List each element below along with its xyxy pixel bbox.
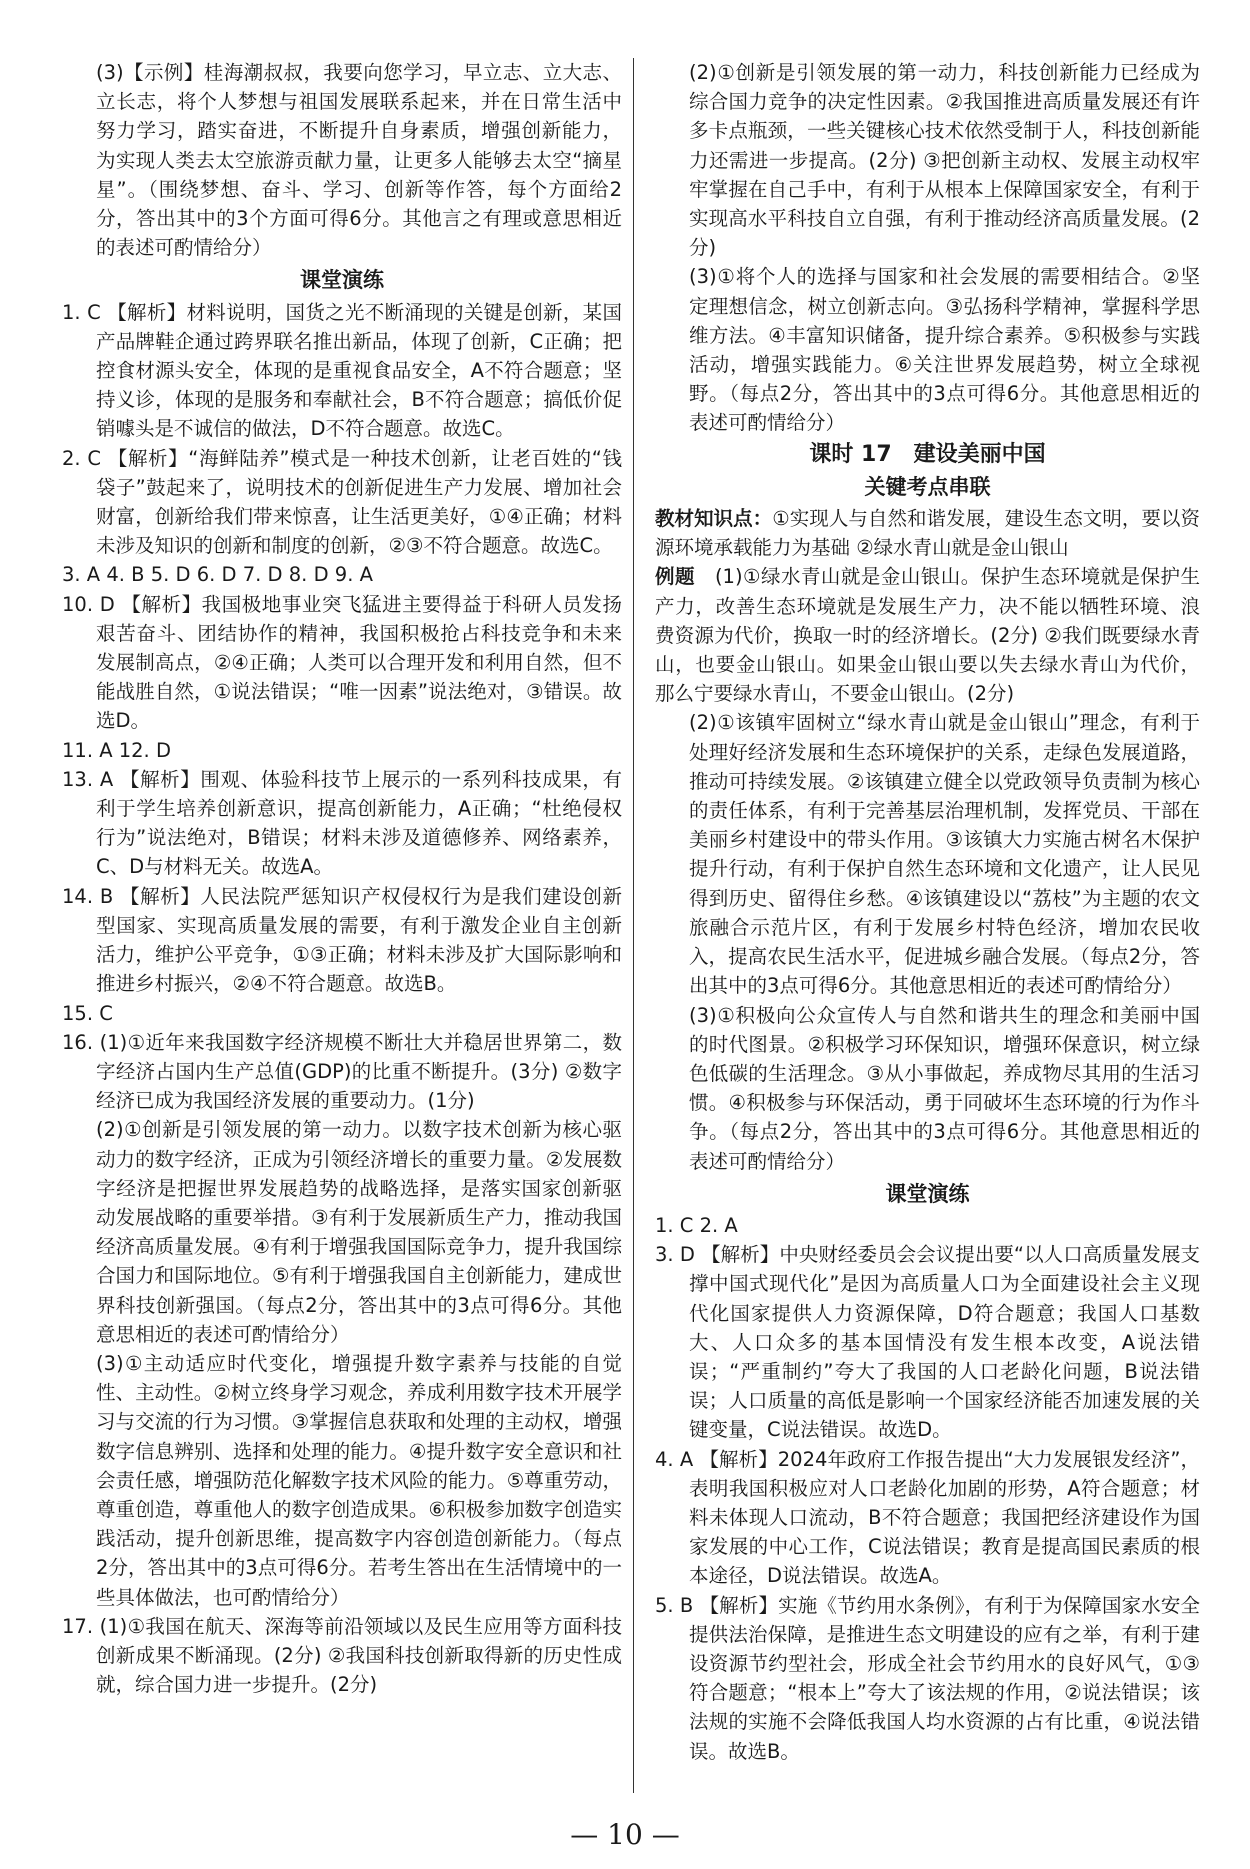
answer-item: 3. D 【解析】中央财经委员会会议提出要“以人口高质量发展支撑中国式现代化”是因为高质量人口为全面建设社会主义现代化国家提供人力资源保障，D符合题意；我国人口基数大、人口众多的基本国情没有发生根本改变，A说法错误；“严重制约”夸大了我国的人口老龄化问题，B说法错误；人口质量的高低是影响一个国家经济能否加速发展的关键变量，C说法错误。故选D。 [655, 1243, 1200, 1442]
section-heading: 课堂演练 [885, 1181, 970, 1206]
answer-item: 17. (1)①我国在航天、深海等前沿领域以及民生应用等方面科技创新成果不断涌现。(2分) ②我国科技创新取得新的历史性成就，综合国力进一步提升。(2分) [62, 1614, 622, 1697]
answer-paragraph: (2)①创新是引领发展的第一动力。以数字技术创新为核心驱动力的数字经济，正成为引领经济增长的重要力量。②发展数字经济是把握世界发展趋势的战略选择，是落实国家创新驱动发展战略的重要举措。③有利于发展新质生产力，推动我国经济高质量发展。④有利于增强我国国际竞争力，提升我国综合国力和国际地位。⑤有利于增强我国自主创新能力，建成世界科技创新强国。（每点2分，答出其中的3点可得6分。其他意思相近的表述可酌情给分） [96, 1118, 622, 1346]
answer-item: 5. B 【解析】实施《节约用水条例》，有利于为保障国家水安全提供法治保障，是推进生态文明建设的应有之举，有利于建设资源节约型社会，形成全社会节约用水的良好风气，①③符合题意；“根本上”夸大了该法规的作用，②说法错误；该法规的实施不会降低我国人均水资源的占有比重，④说法错误。故选B。 [655, 1593, 1200, 1763]
column-divider [633, 58, 634, 1793]
section-heading: 课堂演练 [300, 268, 384, 293]
answer-item: 14. B 【解析】人民法院严惩知识产权侵权行为是我们建设创新型国家、实现高质量发展的需要，有利于激发企业自主创新活力，维护公平竞争，①③正确；材料未涉及扩大国际影响和推进乡村振兴，②④不符合题意。故选B。 [62, 884, 622, 996]
answer-item: 16. (1)①近年来我国数字经济规模不断壮大并稳居世界第二，数字经济占国内生产总值(GDP)的比重不断提升。(3分) ②数字经济已成为我国经济发展的重要动力。(1分) [62, 1030, 622, 1113]
knowledge-points [655, 504, 1200, 562]
left-column [62, 58, 622, 1699]
answer-paragraph: (3)①主动适应时代变化，增强提升数字素养与技能的自觉性、主动性。②树立终身学习观念，养成利用数字技术开展学习与交流的行为习惯。③掌握信息获取和处理的主动权，增强数字信息辨别、选择和处理的能力。④提升数字安全意识和社会责任感，增强防范化解数字技术风险的能力。⑤尊重劳动，尊重创造，尊重他人的数字创造成果。⑥积极参加数字创造实践活动，提升创新思维，提高数字内容创造创新能力。（每点2分，答出其中的3点可得6分。若考生答出在生活情境中的一些具体做法，也可酌情给分） [96, 1351, 622, 1609]
answer-item: 4. A 【解析】2024年政府工作报告提出“大力发展银发经济”，表明我国积极应对人口老龄化加剧的形势，A符合题意；材料未体现人口流动，B不符合题意；我国把经济建设作为国家发展的中心工作，C说法错误；教育是提高国民素质的根本途径，D说法错误。故选A。 [655, 1447, 1200, 1588]
answer-paragraph: (2)①创新是引领发展的第一动力，科技创新能力已经成为综合国力竞争的决定性因素。②我国推进高质量发展还有许多卡点瓶颈，一些关键核心技术依然受制于人，科技创新能力还需进一步提高。(2分) ③把创新主动权、发展主动权牢牢掌握在自己手中，有利于从根本上保障国家安全，有利于实现高水平科技自立自强，有利于推动经济高质量发展。(2分) [689, 61, 1200, 260]
answer-item: 13. A 【解析】围观、体验科技节上展示的一系列科技成果，有利于学生培养创新意识，提高创新能力，A正确；“杜绝侵权行为”说法绝对，B错误；材料未涉及道德修养、网络素养，C、D与材料无关。故选A。 [62, 767, 622, 879]
knowledge-label: 教材知识点： [655, 507, 773, 531]
right-column [655, 58, 1200, 1766]
page-number: — 10 — [570, 1818, 680, 1851]
example-label: 例题 [655, 565, 695, 589]
answer-item: 1. C 【解析】材料说明，国货之光不断涌现的关键是创新，某国产品牌鞋企通过跨界联名推出新品，体现了创新，C正确；把控食材源头安全，体现的是重视食品安全，A不符合题意；坚持义诊，体现的是服务和奉献社会，B不符合题意；搞低价促销噱头是不诚信的做法，D不符合题意。故选C。 [62, 300, 622, 441]
example-text: (1)①绿水青山就是金山银山。保护生态环境就是保护生产力，改善生态环境就是发展生产力，决不能以牺牲环境、浪费资源为代价，换取一时的经济增长。(2分) ②我们既要绿水青山，也要金山银山。如果金山银山要以失去绿水青山为代价，那么宁要绿水青山，不要金山银山。(2分) [655, 565, 1200, 706]
knowledge-text: ①实现人与自然和谐发展，建设生态文明，要以资源环境承载能力为基础 ②绿水青山就是金山银山 [655, 507, 1200, 560]
section-heading: 关键考点串联 [864, 474, 991, 499]
answer-item: 2. C 【解析】“海鲜陆养”模式是一种技术创新，让老百姓的“钱袋子”鼓起来了，说明技术的创新促进生产力发展、增加社会财富，创新给我们带来惊喜，让生活更美好，①④正确；材料未涉及知识的创新和制度的创新，②③不符合题意。故选C。 [62, 446, 622, 558]
answer-paragraph: (3)①积极向公众宣传人与自然和谐共生的理念和美丽中国的时代图景。②积极学习环保知识，增强环保意识，树立绿色低碳的生活理念。③从小事做起，养成物尽其用的生活习惯。④积极参与环保活动，勇于同破坏生态环境的行为作斗争。（每点2分，答出其中的3点可得6分。其他意思相近的表述可酌情给分） [689, 1003, 1200, 1173]
answer-paragraph: (2)①该镇牢固树立“绿水青山就是金山银山”理念，有利于处理好经济发展和生态环境保护的关系，走绿色发展道路，推动可持续发展。②该镇建立健全以党政领导负责制为核心的责任体系，有利于完善基层治理机制，发挥党员、干部在美丽乡村建设中的带头作用。③该镇大力实施古树名木保护提升行动，有利于保护自然生态环境和文化遗产，让人民见得到历史、留得住乡愁。④该镇建设以“荔枝”为主题的农文旅融合示范片区，有利于发展乡村特色经济，增加农民收入，提高农民生活水平，促进城乡融合发展。（每点2分，答出其中的3点可得6分。其他意思相近的表述可酌情给分） [689, 711, 1200, 998]
answer-item: 1. C 2. A [655, 1213, 738, 1237]
answer-item: 10. D 【解析】我国极地事业突飞猛进主要得益于科研人员发扬艰苦奋斗、团结协作的精神，我国积极抢占科技竞争和未来发展制高点，②④正确；人类可以合理开发和利用自然，但不能战胜自然，①说法错误；“唯一因素”说法绝对，③错误。故选D。 [62, 592, 622, 733]
example-answer [655, 562, 1200, 708]
answer-paragraph: (3)①将个人的选择与国家和社会发展的需要相结合。②坚定理想信念，树立创新志向。③弘扬科学精神，掌握科学思维方法。④丰富知识储备，提升综合素养。⑤积极参与实践活动，增强实践能力。⑥关注世界发展趋势，树立全球视野。（每点2分，答出其中的3点可得6分。其他意思相近的表述可酌情给分） [689, 265, 1200, 435]
answer-paragraph: (3)【示例】桂海潮叔叔，我要向您学习，早立志、立大志、立长志，将个人梦想与祖国发展联系起来，并在日常生活中努力学习，踏实奋进，不断提升自身素质，增强创新能力，为实现人类去太空旅游贡献力量，让更多人能够去太空“摘星星”。（围绕梦想、奋斗、学习、创新等作答，每个方面给2分，答出其中的3个方面可得6分。其他言之有理或意思相近的表述可酌情给分） [96, 61, 622, 260]
lesson-title: 课时 17 建设美丽中国 [809, 441, 1046, 467]
answer-item: 11. A 12. D [62, 738, 171, 762]
answer-item: 15. C [62, 1001, 113, 1025]
answer-item: 3. A 4. B 5. D 6. D 7. D 8. D 9. A [62, 563, 373, 587]
